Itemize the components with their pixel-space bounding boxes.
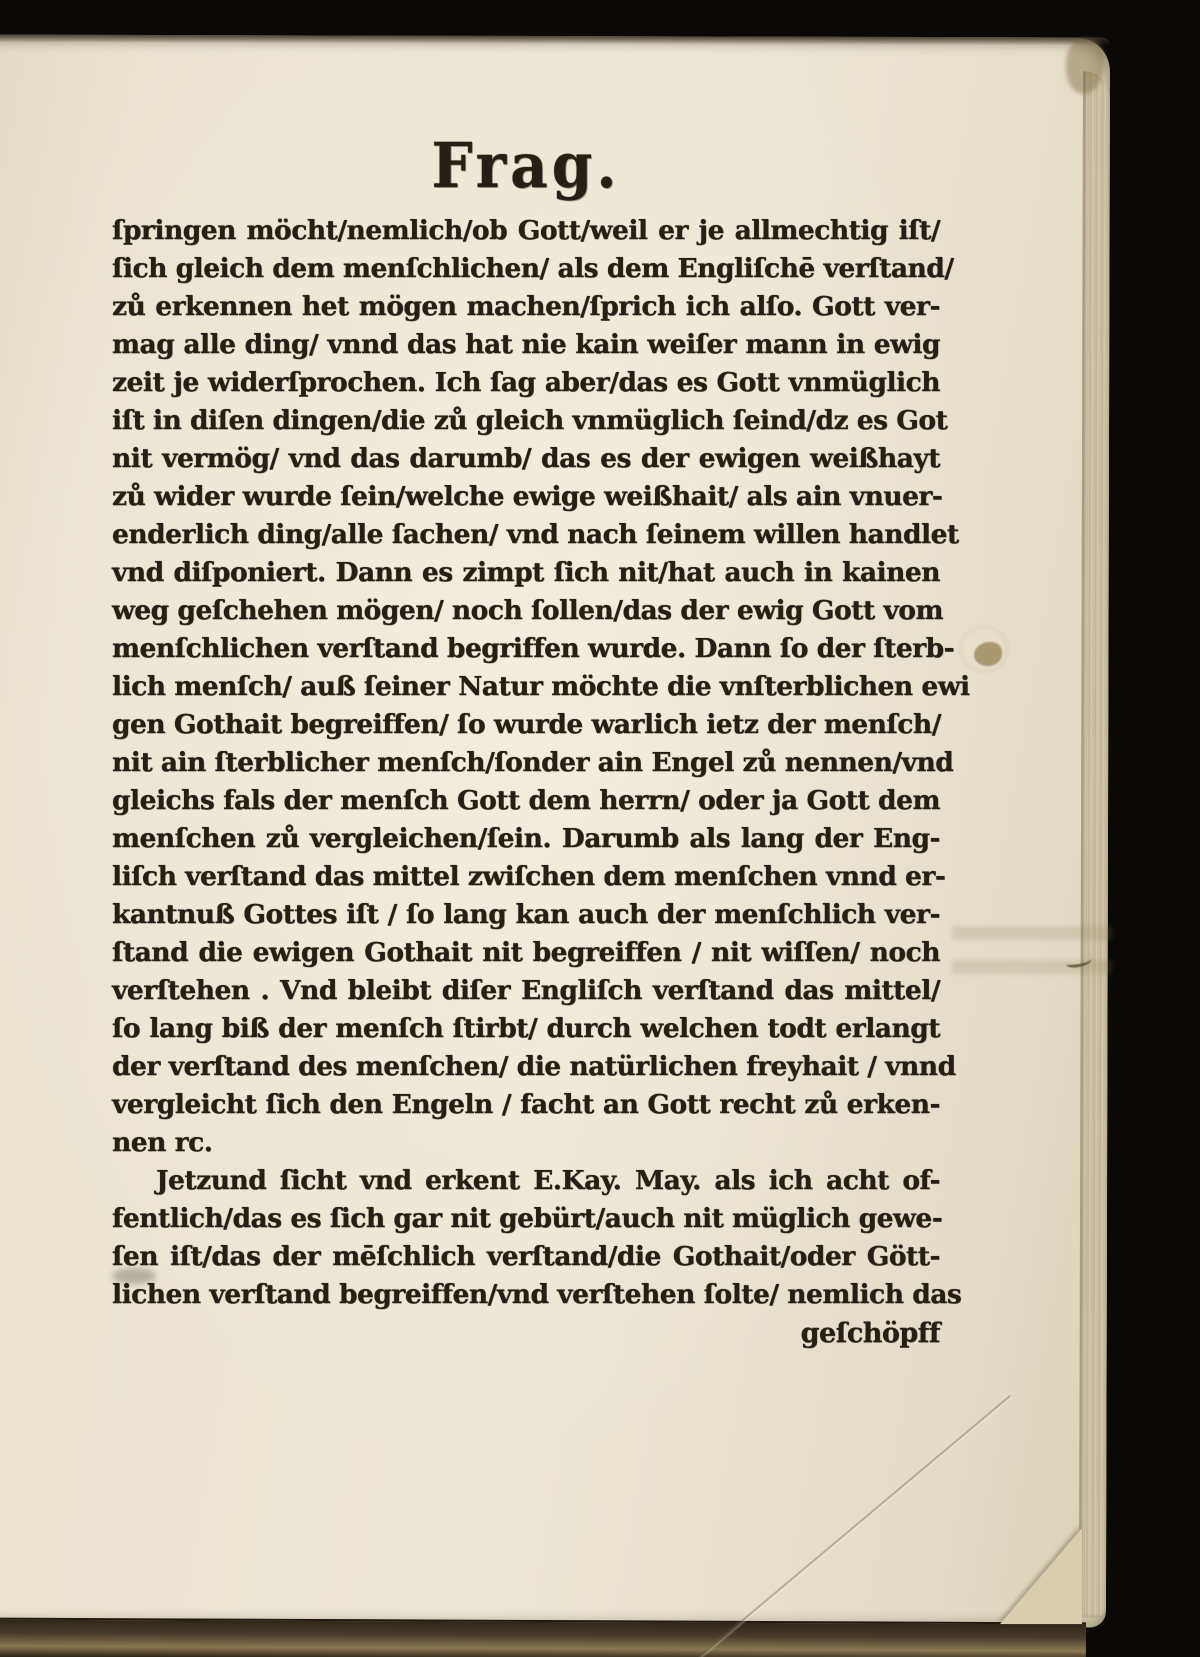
text-show-through <box>952 926 1112 990</box>
paragraph <box>112 212 970 1162</box>
paragraphs <box>112 212 970 1314</box>
text-line: nit vermög/ vnd das darumb/ das es der ewigen weißhayt <box>112 443 940 474</box>
text-line: fentlich/das es ſich gar nit gebürt/auch nit müglich gewe- <box>112 1203 943 1234</box>
text-block <box>112 126 970 1354</box>
text-line: liſch verſtand das mittel zwiſchen dem menſchen vnnd er- <box>112 861 946 892</box>
dog-eared-corner <box>1000 1528 1082 1624</box>
text-line: zů wider wurde ſein/welche ewige weißhait/ als ain vnuer- <box>112 481 943 512</box>
text-line: menſchlichen verſtand begriffen wurde. Dann ſo der ſterb- <box>112 633 955 664</box>
text-line: nit ain ſterblicher menſch/ſonder ain Engel zů nennen/vnd <box>112 747 954 778</box>
paragraph <box>112 1162 962 1314</box>
text-line: verſtehen . Vnd bleibt diſer Engliſch verſtand das mittel/ <box>112 975 940 1006</box>
text-line: nen rc. <box>112 1127 213 1158</box>
text-line: weg geſchehen mögen/ noch ſollen/das der ewig Gott vom <box>112 595 944 626</box>
page-heading: Frag. <box>431 129 621 202</box>
text-line: zeit je widerſprochen. Ich ſag aber/das es Gott vnmüglich <box>112 367 940 398</box>
text-line: gen Gothait begreiffen/ ſo wurde warlich ietz der menſch/ <box>112 709 941 740</box>
text-line: ſich gleich dem menſchlichen/ als dem Engliſchē verſtand/ <box>112 253 954 284</box>
text-line: lich menſch/ auß ſeiner Natur möchte die vnſterblichen ewi <box>112 671 970 702</box>
text-line: vnd diſponiert. Dann es zimpt ſich nit/hat auch in kainen <box>112 557 940 588</box>
text-line: ſpringen möcht/nemlich/ob Gott/weil er je allmechtig iſt/ <box>112 215 940 246</box>
text-line: menſchen zů vergleichen/ſein. Darumb als lang der Eng- <box>112 823 940 854</box>
catchword: geſchöpff <box>800 1318 940 1349</box>
margin-ink-blot <box>974 642 1002 666</box>
text-line: Jetzund ſicht vnd erkent E.Kay. May. als ich acht of- <box>156 1165 940 1196</box>
text-line: iſt in diſen dingen/die zů gleich vnmüglich ſeind/dz es Got <box>112 405 948 436</box>
text-line: kantnuß Gottes iſt / ſo lang kan auch der menſchlich ver- <box>112 899 940 930</box>
text-line: gleichs fals der menſch Gott dem herrn/ oder ja Gott dem <box>112 785 940 816</box>
page-top-edge <box>0 35 1110 46</box>
text-line: ſen iſt/das der mēſchlich verſtand/die Gothait/oder Gött- <box>112 1241 940 1272</box>
text-line: ſtand die ewigen Gothait nit begreiffen / nit wiſſen/ noch <box>112 937 940 968</box>
text-line: mag alle ding/ vnnd das hat nie kain weiſer mann in ewig <box>112 329 940 360</box>
text-line: ſo lang biß der menſch ſtirbt/ durch welchen todt erlangt <box>112 1013 940 1044</box>
text-line: enderlich ding/alle ſachen/ vnd nach ſeinem willen handlet <box>112 519 959 550</box>
page-fore-edge <box>1079 71 1110 1617</box>
text-line: der verſtand des menſchen/ die natürlichen freyhait / vnnd <box>112 1051 956 1082</box>
text-line: zů erkennen het mögen machen/ſprich ich alſo. Gott ver- <box>112 291 940 322</box>
book-bottom-edge <box>0 1618 1086 1657</box>
text-line: lichen verſtand begreiffen/vnd verſtehen ſolte/ nemlich das <box>112 1279 962 1310</box>
text-line: vergleicht ſich den Engeln / facht an Gott recht zů erken- <box>112 1089 940 1120</box>
